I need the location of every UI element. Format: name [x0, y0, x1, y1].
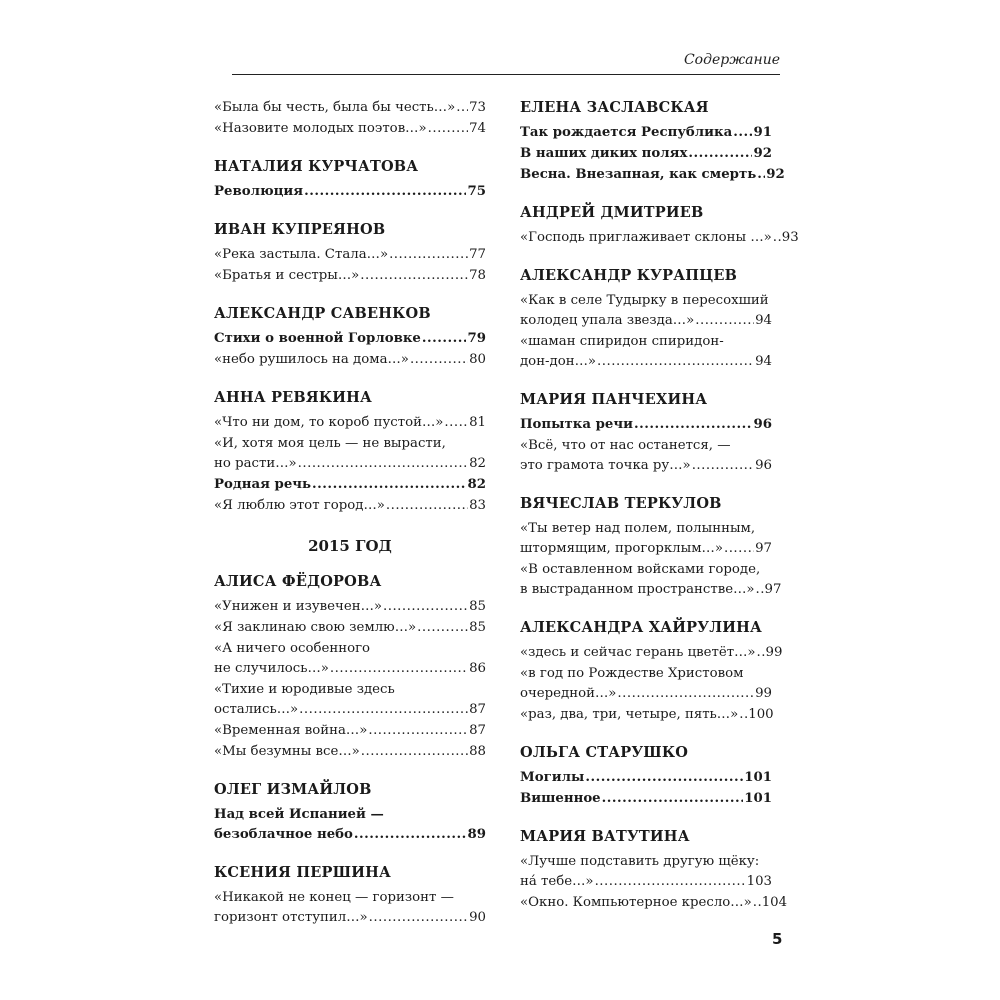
toc-entry [520, 291, 772, 331]
entry-title-line: Вишенное [520, 791, 601, 806]
entry-row [214, 721, 486, 741]
entry-title-line: колодец упала звезда…» [520, 313, 695, 328]
entry-title-line: Могилы [520, 770, 585, 785]
dot-leader [456, 98, 468, 118]
entry-page-number: 82 [469, 456, 486, 471]
author-name: АННА РЕВЯКИНА [214, 389, 373, 406]
entry-row [214, 475, 486, 495]
toc-entry [214, 888, 486, 928]
entry-page-number: 89 [467, 827, 486, 842]
toc-entry [520, 560, 782, 600]
entry-row [214, 98, 486, 118]
toc-entry [520, 705, 772, 725]
entry-row [214, 266, 486, 286]
entry-row [520, 684, 772, 704]
dot-leader [330, 659, 468, 679]
dot-leader [597, 352, 754, 372]
toc-section [214, 863, 486, 928]
entry-title-line: «Всё, что от нас останется, — [520, 438, 731, 453]
author-name: ВЯЧЕСЛАВ ТЕРКУЛОВ [520, 495, 722, 512]
dot-leader [695, 311, 754, 331]
entry-title-line: В наших диких полях [520, 146, 688, 161]
entry-title-line: «Как в селе Тудырку в пересохший [520, 293, 769, 308]
entry-page-number: 87 [469, 702, 486, 717]
toc-entry [214, 329, 486, 349]
entry-title-line: это грамота точка ру…» [520, 458, 691, 473]
entry-title-line: безоблачное небо [214, 827, 353, 842]
entry-row [214, 742, 486, 762]
entry-title-line: «Ты ветер над полем, полынным, [520, 521, 756, 536]
entry-row [520, 456, 772, 476]
toc-section [520, 390, 772, 476]
dot-leader [757, 643, 765, 663]
entry-title-line: Попытка речи [520, 417, 633, 432]
author-name: МАРИЯ ПАНЧЕХИНА [520, 391, 708, 408]
toc-section [214, 157, 486, 202]
entry-page-number: 99 [765, 645, 783, 660]
entry-page-number: 81 [469, 415, 486, 430]
toc-entry [520, 852, 772, 892]
toc-section [214, 388, 486, 516]
entry-page-number: 97 [755, 541, 772, 556]
entry-title-line: Родная речь [214, 477, 312, 492]
entry-title-line: «Господь приглаживает склоны …» [520, 230, 772, 245]
dot-leader [773, 228, 781, 248]
toc-right-column [520, 98, 799, 931]
entry-row [214, 700, 486, 720]
dot-leader [444, 413, 468, 433]
entry-page-number: 79 [467, 331, 486, 346]
dot-leader [733, 123, 752, 143]
entry-page-number: 73 [469, 100, 486, 115]
author-name: АЛЕКСАНДРА ХАЙРУЛИНА [520, 619, 763, 636]
entry-page-number: 77 [469, 247, 486, 262]
toc-entry [214, 721, 486, 741]
toc-section [520, 98, 785, 185]
dot-leader [428, 119, 468, 139]
toc-entry [214, 618, 486, 638]
toc-entry [214, 182, 486, 202]
dot-leader [753, 893, 761, 913]
toc-entry [520, 643, 783, 663]
dot-leader [739, 705, 747, 725]
toc-entry [214, 434, 486, 474]
toc-section [214, 98, 486, 139]
toc-entry [520, 664, 772, 704]
entry-page-number: 80 [469, 352, 486, 367]
entry-row [214, 908, 486, 928]
toc-entry [520, 165, 785, 185]
entry-title-line: «Братья и сестры…» [214, 268, 360, 283]
entry-row [214, 245, 486, 265]
entry-page-number: 74 [469, 121, 486, 136]
entry-title-line: «Никакой не конец — горизонт — [214, 890, 454, 905]
entry-row [520, 311, 772, 331]
entry-row [214, 413, 486, 433]
entry-page-number: 85 [469, 620, 486, 635]
dot-leader [410, 350, 468, 370]
entry-row [520, 539, 772, 559]
author-name: АНДРЕЙ ДМИТРИЕВ [520, 204, 704, 221]
entry-title-line: «раз, два, три, четыре, пять…» [520, 707, 739, 722]
toc-section [214, 572, 486, 762]
dot-leader [417, 618, 468, 638]
entry-page-number: 92 [753, 146, 772, 161]
entry-row [214, 496, 486, 516]
entry-row [520, 705, 772, 725]
entry-page-number: 88 [469, 744, 486, 759]
entry-row [520, 228, 799, 248]
dot-leader [724, 539, 754, 559]
dot-leader [602, 789, 744, 809]
author-name: АЛЕКСАНДР САВЕНКОВ [214, 305, 431, 322]
entry-title-line: остались…» [214, 702, 299, 717]
entry-title-line: в выстраданном пространстве…» [520, 582, 755, 597]
entry-page-number: 86 [469, 661, 486, 676]
toc-entry [214, 350, 486, 370]
entry-title-line: «Мы безумны все…» [214, 744, 360, 759]
entry-page-number: 103 [746, 874, 772, 889]
entry-page-number: 93 [781, 230, 799, 245]
toc-entry [520, 519, 772, 559]
toc-entry [520, 789, 772, 809]
entry-page-number: 100 [748, 707, 774, 722]
entry-row [214, 350, 486, 370]
entry-row [520, 643, 783, 663]
entry-row [520, 123, 772, 143]
entry-row [520, 872, 772, 892]
entry-page-number: 94 [755, 354, 772, 369]
entry-page-number: 91 [753, 125, 772, 140]
entry-title-line: «Временная война…» [214, 723, 368, 738]
toc-entry [520, 768, 772, 788]
entry-row [520, 165, 785, 185]
entry-title-line: Стихи о военной Горловке [214, 331, 421, 346]
toc-section [520, 203, 799, 248]
entry-row [214, 597, 486, 617]
dot-leader [595, 872, 746, 892]
entry-page-number: 78 [469, 268, 486, 283]
entry-title-line: «Я заклинаю свою землю…» [214, 620, 417, 635]
entry-title-line: «шаман спиридон спиридон- [520, 334, 724, 349]
year-heading: 2015 ГОД [308, 537, 392, 555]
author-name: КСЕНИЯ ПЕРШИНА [214, 864, 392, 881]
entry-title-line: «здесь и сейчас герань цветёт…» [520, 645, 756, 660]
dot-leader [361, 742, 468, 762]
entry-page-number: 94 [755, 313, 772, 328]
dot-leader [389, 245, 468, 265]
entry-page-number: 101 [744, 791, 772, 806]
entry-row [520, 144, 772, 164]
entry-page-number: 101 [744, 770, 772, 785]
entry-row [520, 580, 782, 600]
author-name: МАРИЯ ВАТУТИНА [520, 828, 690, 845]
toc-section [520, 618, 783, 725]
entry-page-number: 87 [469, 723, 486, 738]
entry-title-line: «В оставленном войсками городе, [520, 562, 761, 577]
entry-title-line: очередной…» [520, 686, 617, 701]
toc-entry [214, 245, 486, 265]
entry-page-number: 82 [467, 477, 486, 492]
entry-page-number: 99 [755, 686, 772, 701]
author-name: ОЛЕГ ИЗМАЙЛОВ [214, 781, 372, 798]
dot-leader [585, 768, 743, 788]
header-rule [232, 74, 780, 75]
dot-leader [354, 825, 467, 845]
entry-title-line: «А ничего особенного [214, 641, 371, 656]
toc-entry [520, 228, 799, 248]
entry-title-line: «Назовите молодых поэтов…» [214, 121, 427, 136]
toc-entry [214, 119, 486, 139]
entry-page-number: 90 [469, 910, 486, 925]
entry-title-line: Весна. Внезапная, как смерть [520, 167, 757, 182]
toc-entry [214, 805, 486, 845]
entry-title-line: Так рождается Республика [520, 125, 733, 140]
entry-title-line: «Была бы честь, была бы честь…» [214, 100, 456, 115]
toc-entry [520, 144, 772, 164]
dot-leader [386, 496, 468, 516]
toc-section [520, 494, 782, 600]
toc-entry [520, 415, 772, 435]
entry-title-line: штормящим, прогорклым…» [520, 541, 723, 556]
entry-title-line: «Я люблю этот город…» [214, 498, 385, 513]
entry-row [520, 893, 788, 913]
entry-row [214, 329, 486, 349]
entry-page-number: 97 [764, 582, 782, 597]
dot-leader [298, 454, 468, 474]
toc-entry [214, 475, 486, 495]
entry-row [214, 182, 486, 202]
entry-title-line: «Лучше подставить другую щёку: [520, 854, 760, 869]
entry-page-number: 83 [469, 498, 486, 513]
toc-section [214, 780, 486, 845]
entry-title-line: Революция [214, 184, 304, 199]
toc-entry [214, 742, 486, 762]
toc-entry [520, 332, 772, 372]
entry-page-number: 96 [755, 458, 772, 473]
entry-title-line: горизонт отступил…» [214, 910, 368, 925]
dot-leader [369, 908, 468, 928]
author-name: ЕЛЕНА ЗАСЛАВСКАЯ [520, 99, 709, 116]
toc-entry [214, 639, 486, 679]
dot-leader [688, 144, 752, 164]
entry-title-line: «небо рушилось на дома…» [214, 352, 409, 367]
toc-section [214, 304, 486, 370]
entry-row [214, 454, 486, 474]
dot-leader [299, 700, 468, 720]
author-name: АЛИСА ФЁДОРОВА [214, 573, 382, 590]
dot-leader [617, 684, 754, 704]
page-number: 5 [772, 930, 783, 948]
entry-page-number: 85 [469, 599, 486, 614]
entry-page-number: 96 [753, 417, 772, 432]
dot-leader [634, 415, 753, 435]
toc-entry [520, 893, 788, 913]
toc-entry [214, 496, 486, 516]
toc-section [520, 266, 772, 372]
dot-leader [756, 580, 764, 600]
author-name: ОЛЬГА СТАРУШКО [520, 744, 689, 761]
entry-title-line: но расти…» [214, 456, 297, 471]
toc-entry [214, 98, 486, 118]
entry-title-line: «И, хотя моя цель — не вырасти, [214, 436, 446, 451]
dot-leader [757, 165, 765, 185]
dot-leader [312, 475, 466, 495]
dot-leader [422, 329, 467, 349]
entry-title-line: «Река застыла. Стала…» [214, 247, 389, 262]
entry-title-line: Над всей Испанией — [214, 807, 384, 822]
dot-leader [304, 182, 466, 202]
toc-left-column [214, 98, 486, 946]
entry-page-number: 104 [761, 895, 788, 910]
entry-row [520, 789, 772, 809]
entry-title-line: «Унижен и изувечен…» [214, 599, 382, 614]
entry-title-line: «Что ни дом, то короб пустой…» [214, 415, 444, 430]
entry-row [214, 659, 486, 679]
toc-entry [214, 413, 486, 433]
entry-title-line: не случилось…» [214, 661, 329, 676]
dot-leader [383, 597, 468, 617]
entry-row [520, 352, 772, 372]
toc-section [214, 220, 486, 286]
entry-row [520, 768, 772, 788]
toc-section [520, 743, 772, 809]
entry-title-line: «Тихие и юродивые здесь [214, 682, 395, 697]
toc-section [520, 827, 788, 913]
entry-page-number: 75 [467, 184, 486, 199]
toc-entry [214, 597, 486, 617]
dot-leader [692, 456, 754, 476]
author-name: ИВАН КУПРЕЯНОВ [214, 221, 386, 238]
entry-row [214, 119, 486, 139]
author-name: АЛЕКСАНДР КУРАПЦЕВ [520, 267, 738, 284]
entry-page-number: 92 [766, 167, 785, 182]
dot-leader [368, 721, 468, 741]
toc-entry [520, 436, 772, 476]
entry-row [214, 618, 486, 638]
toc-entry [214, 680, 486, 720]
entry-title-line: «Окно. Компьютерное кресло…» [520, 895, 752, 910]
dot-leader [360, 266, 468, 286]
entry-row [214, 825, 486, 845]
toc-entry [214, 266, 486, 286]
toc-entry [520, 123, 772, 143]
entry-title-line: дон-дон…» [520, 354, 597, 369]
entry-title-line: на́ тебе…» [520, 874, 594, 889]
entry-title-line: «в год по Рождестве Христовом [520, 666, 744, 681]
entry-row [520, 415, 772, 435]
author-name: НАТАЛИЯ КУРЧАТОВА [214, 158, 419, 175]
running-title: Содержание [683, 52, 780, 68]
